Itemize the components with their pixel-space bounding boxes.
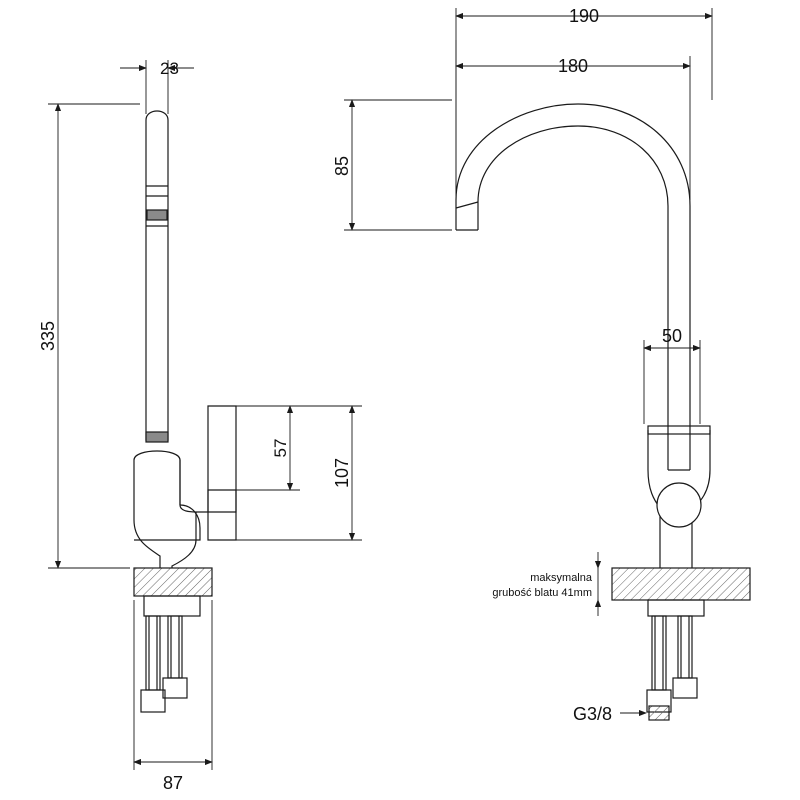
thread-callout-label: G3/8 (572, 704, 612, 724)
dim-label-180: 180 (557, 56, 589, 76)
dim-label-335: 335 (38, 320, 58, 352)
dim-label-57: 57 (271, 438, 290, 458)
dim-label-50: 50 (661, 326, 683, 346)
dim-label-190: 190 (568, 6, 600, 26)
left-dimension-lines (48, 60, 362, 770)
right-dimension-lines (344, 8, 712, 713)
right-faucet-outline (456, 104, 750, 720)
dim-label-87: 87 (162, 773, 184, 793)
counter-note-line1: maksymalna (530, 572, 592, 584)
dim-label-23: 23 (160, 59, 179, 78)
left-faucet-outline (134, 111, 236, 712)
counter-note-line2: grubość blatu 41mm (492, 587, 592, 599)
dim-label-85: 85 (332, 155, 352, 177)
dim-label-107: 107 (332, 457, 352, 489)
